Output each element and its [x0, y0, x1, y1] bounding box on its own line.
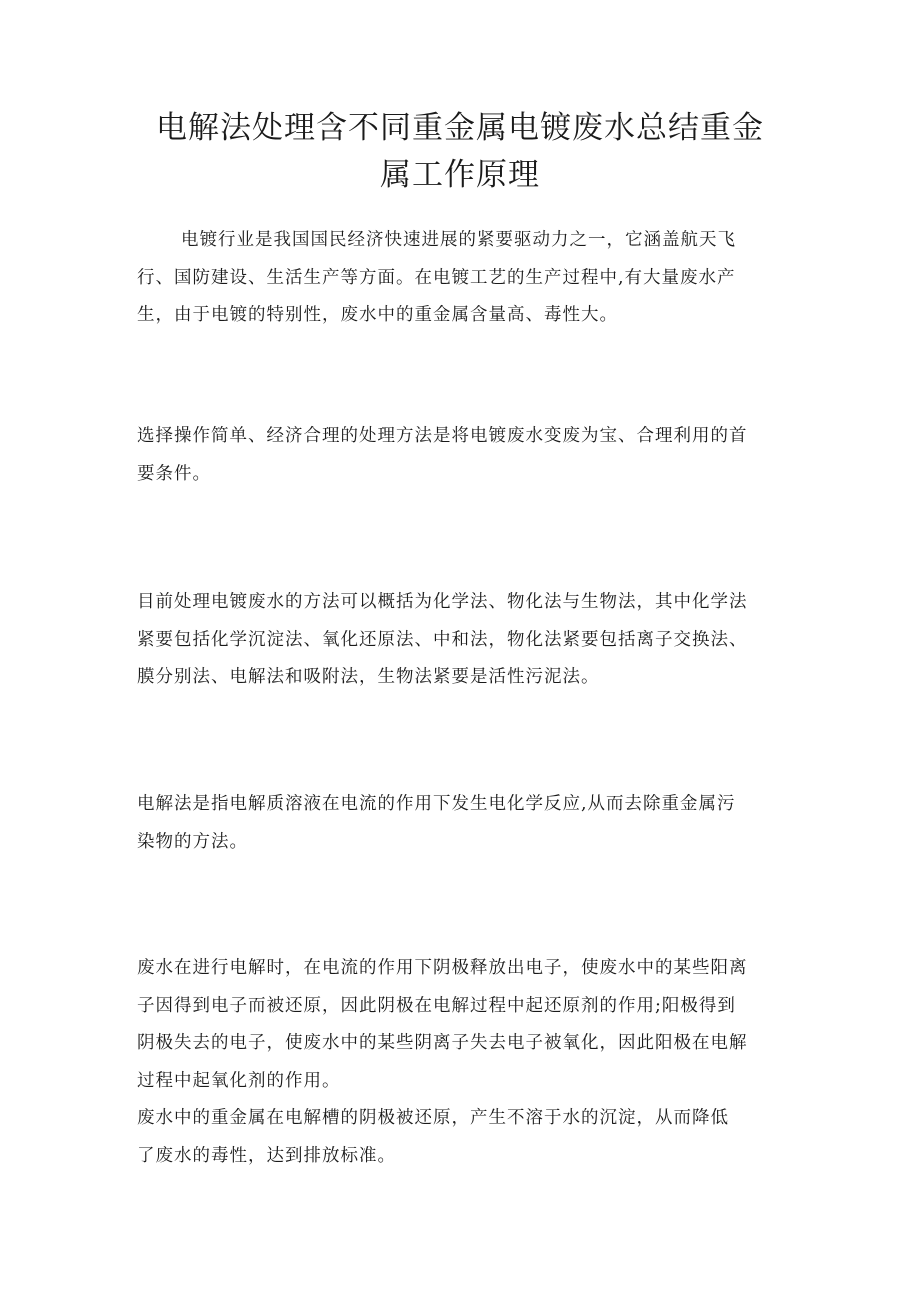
paragraph-electrolysis-principle — [137, 950, 807, 1175]
paragraph-line: 染物的方法。 — [137, 831, 248, 852]
paragraph-line: 膜分别法、电解法和吸附法，生物法紧要是活性污泥法。 — [137, 667, 600, 687]
paragraph-line: 生，由于电镀的特别性，废水中的重金属含量高、毒性大。 — [137, 305, 618, 325]
title-line-2: 属工作原理 — [380, 157, 540, 193]
paragraph-line: 阴极失去的电子，使废水中的某些阴离子失去电子被氧化，因此阳极在电解 — [137, 1033, 748, 1053]
paragraph-line: 电解法是指电解质溶液在电流的作用下发生电化学反应,从而去除重金属污 — [137, 794, 736, 814]
paragraph-line: 了废水的毒性，达到排放标准。 — [137, 1145, 396, 1166]
paragraph-method-selection — [137, 418, 807, 493]
paragraph-electrolysis-definition — [137, 786, 807, 861]
paragraph-line: 废水在进行电解时，在电流的作用下阴极释放出电子，使废水中的某些阳离 — [137, 958, 748, 978]
title-line-1: 电解法处理含不同重金属电镀废水总结重金 — [156, 110, 764, 146]
paragraph-line: 过程中起氧化剂的作用。 — [137, 1070, 341, 1091]
paragraph-line: 紧要包括化学沉淀法、氧化还原法、中和法，物化法紧要包括离子交换法、 — [137, 629, 748, 650]
paragraph-line: 电镀行业是我国国民经济快速进展的紧要驱动力之一，它涵盖航天飞 — [181, 230, 736, 250]
paragraph-line: 目前处理电镀废水的方法可以概括为化学法、物化法与生物法，其中化学法 — [137, 592, 748, 612]
document-title — [140, 105, 780, 199]
paragraph-line: 废水中的重金属在电解槽的阴极被还原，产生不溶于水的沉淀，从而降低 — [137, 1108, 729, 1128]
paragraph-line: 子因得到电子而被还原，因此阴极在电解过程中起还原剂的作用;阳极得到 — [137, 995, 736, 1016]
paragraph-intro — [137, 222, 807, 335]
paragraph-line: 要条件。 — [137, 463, 211, 484]
paragraph-line: 选择操作简单、经济合理的处理方法是将电镀废水变废为宝、合理利用的首 — [137, 426, 748, 446]
paragraph-line: 行、国防建设、生活生产等方面。在电镀工艺的生产过程中,有大量废水产 — [137, 267, 736, 288]
paragraph-treatment-methods — [137, 584, 807, 697]
